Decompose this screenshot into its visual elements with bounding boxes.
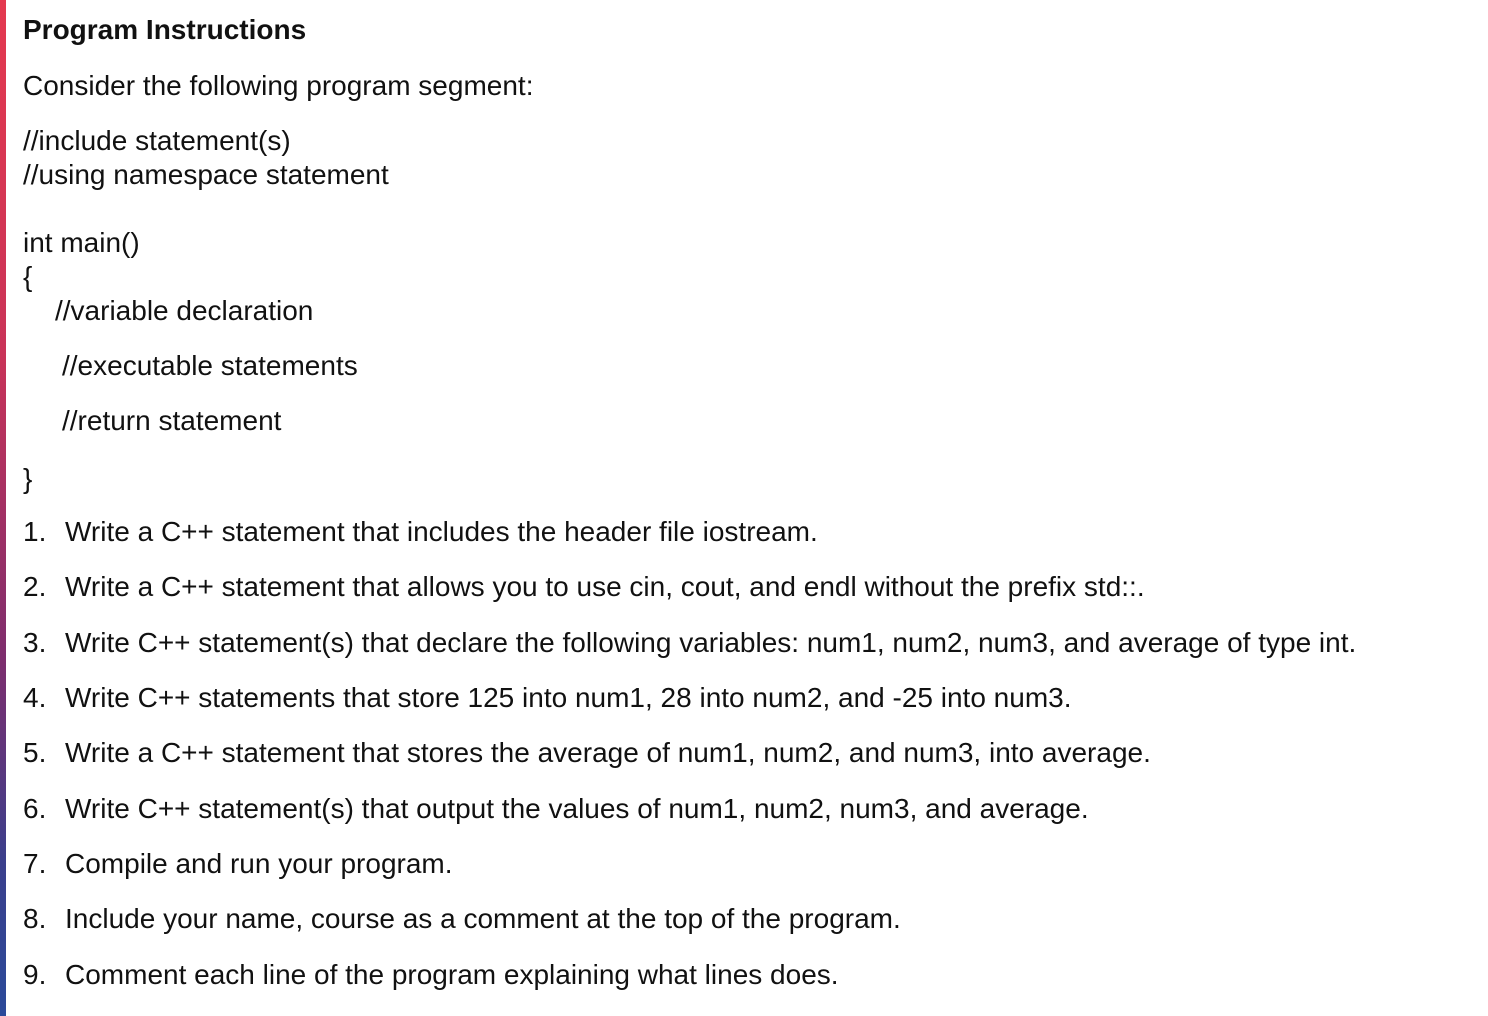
list-item-number: 3.: [23, 627, 47, 658]
list-item: [23, 627, 1356, 659]
list-item-text: Write C++ statement(s) that declare the following variables: num1, num2, num3, and average of type int.: [65, 627, 1357, 658]
list-item-text: Write a C++ statement that includes the header file iostream.: [65, 516, 818, 547]
list-item: [23, 682, 1072, 714]
list-item: [23, 571, 1145, 603]
list-item-number: 8.: [23, 903, 47, 934]
list-item: [23, 903, 901, 935]
list-item: [23, 848, 453, 880]
list-item-number: 7.: [23, 848, 47, 879]
list-item: [23, 959, 839, 991]
list-item: [23, 737, 1151, 769]
list-item: [23, 516, 818, 548]
list-item-text: Include your name, course as a comment at the top of the program.: [65, 903, 901, 934]
list-item-text: Write a C++ statement that allows you to use cin, cout, and endl without the prefix std::.: [65, 571, 1145, 602]
list-item-number: 9.: [23, 959, 47, 990]
code-executable-comment: //executable statements: [62, 350, 358, 381]
list-item-text: Compile and run your program.: [65, 848, 453, 879]
code-return-comment: //return statement: [62, 405, 282, 436]
code-open-brace: {: [23, 261, 33, 292]
code-main-signature: int main(): [23, 227, 140, 258]
code-include-comment: //include statement(s): [23, 125, 291, 156]
list-item-number: 6.: [23, 793, 47, 824]
document-page: [6, 0, 1488, 1016]
list-item-text: Write a C++ statement that stores the average of num1, num2, and num3, into average.: [65, 737, 1151, 768]
list-item-number: 1.: [23, 516, 47, 547]
code-close-brace: }: [23, 463, 33, 494]
page-title: Program Instructions: [23, 14, 307, 45]
list-item-text: Write C++ statements that store 125 into num1, 28 into num2, and -25 into num3.: [65, 682, 1072, 713]
list-item-number: 2.: [23, 571, 47, 602]
list-item-text: Comment each line of the program explaining what lines does.: [65, 959, 839, 990]
intro-text: Consider the following program segment:: [23, 70, 534, 101]
list-item-text: Write C++ statement(s) that output the values of num1, num2, num3, and average.: [65, 793, 1089, 824]
code-variable-comment: //variable declaration: [55, 295, 314, 326]
list-item-number: 5.: [23, 737, 47, 768]
code-namespace-comment: //using namespace statement: [23, 159, 389, 190]
list-item-number: 4.: [23, 682, 47, 713]
list-item: [23, 793, 1089, 825]
